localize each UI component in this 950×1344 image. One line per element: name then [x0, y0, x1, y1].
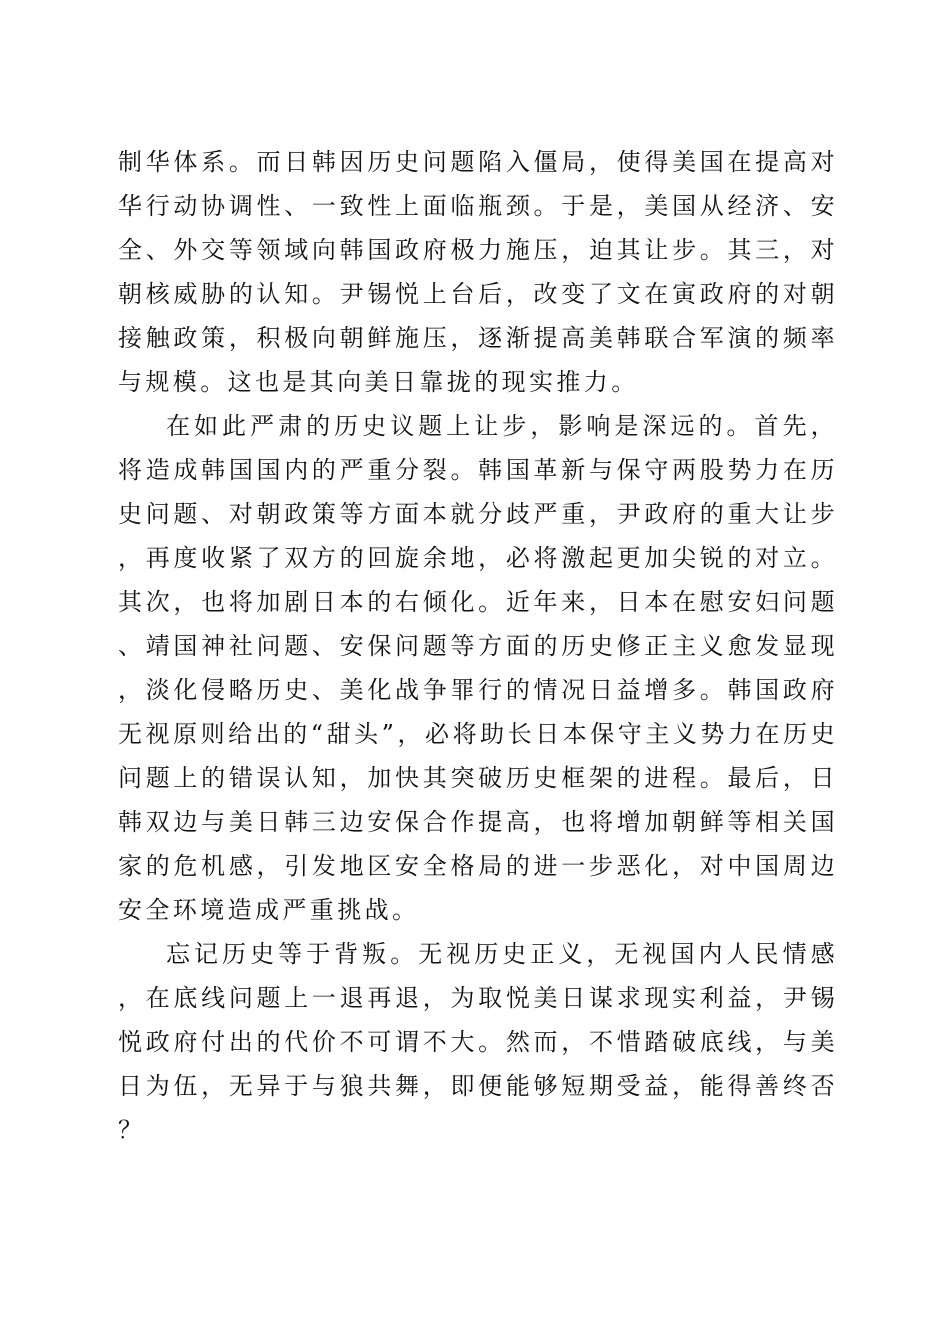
paragraph-1: 制华体系。而日韩因历史问题陷入僵局，使得美国在提高对华行动协调性、一致性上面临瓶颈。于是，美国从经济、安全、外交等领域向韩国政府极力施压，迫其让步。其三，对朝核威胁的认知。尹锡悦上台后，改变了文在寅政府的对朝接触政策，积极向朝鲜施压，逐渐提高美韩联合军演的频率与规模。这也是其向美日靠拢的现实推力。	[118, 148, 838, 396]
article-body	[118, 140, 838, 1152]
paragraph-3: 忘记历史等于背叛。无视历史正义，无视国内人民情感，在底线问题上一退再退，为取悦美日谋求现实利益，尹锡悦政府付出的代价不可谓不大。然而，不惜踏破底线，与美日为伍，无异于与狼共舞，即便能够短期受益，能得善终否？	[118, 940, 838, 1144]
paragraph-2: 在如此严肃的历史议题上让步，影响是深远的。首先，将造成韩国国内的严重分裂。韩国革新与保守两股势力在历史问题、对朝政策等方面本就分歧严重，尹政府的重大让步，再度收紧了双方的回旋余地，必将激起更加尖锐的对立。其次，也将加剧日本的右倾化。近年来，日本在慰安妇问题、靖国神社问题、安保问题等方面的历史修正主义愈发显现，淡化侵略历史、美化战争罪行的情况日益增多。韩国政府无视原则给出的“甜头”，必将助长日本保守主义势力在历史问题上的错误认知，加快其突破历史框架的进程。最后，日韩双边与美日韩三边安保合作提高，也将增加朝鲜等相关国家的危机感，引发地区安全格局的进一步恶化，对中国周边安全环境造成严重挑战。	[118, 412, 838, 924]
